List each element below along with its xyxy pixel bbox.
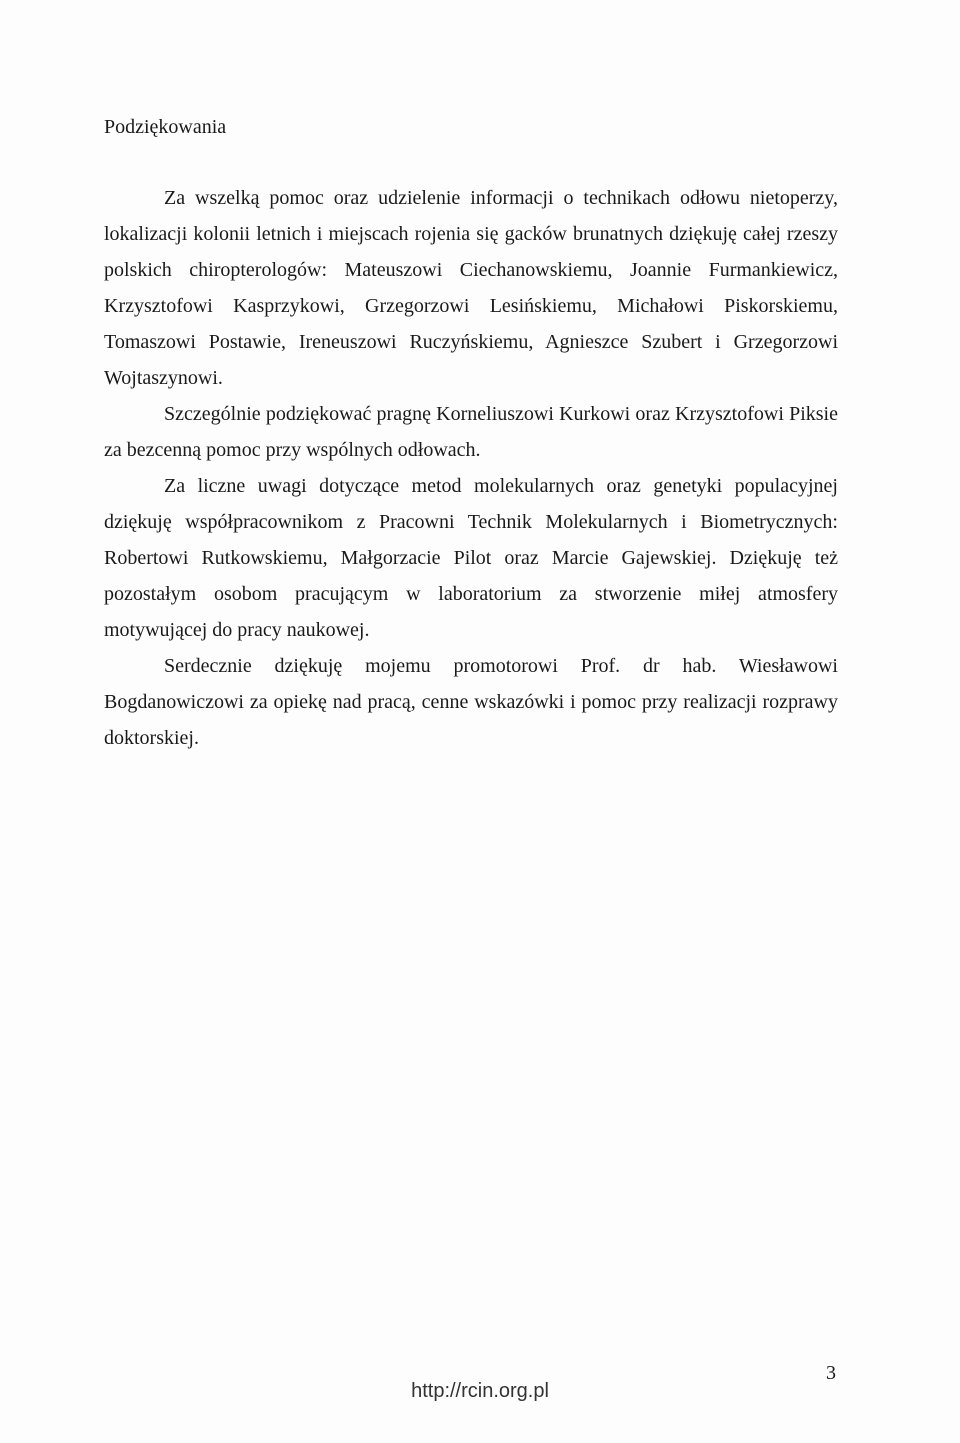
paragraph-1: Za wszelką pomoc oraz udzielenie informacji o technikach odłowu nietoperzy, lokalizacji kolonii letnich i miejscach rojenia się gacków brunatnych dziękuję całej rzeszy polskich chiropterologów: Mateuszowi Ciechanowskiemu, Joannie Furmankiewicz, Krzysztofowi Kasprzykowi, Grzegorzowi Lesińskiemu, Michałowi Piskorskiemu, Tomaszowi Postawie, Ireneuszowi Ruczyńskiemu, Agnieszce Szubert i Grzegorzowi Wojtaszynowi. [104, 187, 838, 389]
footer-url[interactable]: http://rcin.org.pl [411, 1380, 549, 1402]
page-number: 3 [826, 1362, 836, 1384]
paragraph-4: Serdecznie dziękuję mojemu promotorowi Prof. dr hab. Wiesławowi Bogdanowiczowi za opiekę nad pracą, cenne wskazówki i pomoc przy realizacji rozprawy doktorskiej. [104, 655, 838, 749]
acknowledgements-body [104, 180, 838, 756]
page-title: Podziękowania [104, 116, 227, 138]
paragraph-2: Szczególnie podziękować pragnę Korneliuszowi Kurkowi oraz Krzysztofowi Piksie za bezcenną pomoc przy wspólnych odłowach. [104, 403, 838, 461]
paragraph-3: Za liczne uwagi dotyczące metod molekularnych oraz genetyki populacyjnej dziękuję współpracownikom z Pracowni Technik Molekularnych i Biometrycznych: Robertowi Rutkowskiemu, Małgorzacie Pilot oraz Marcie Gajewskiej. Dziękuję też pozostałym osobom pracującym w laboratorium za stworzenie miłej atmosfery motywującej do pracy naukowej. [104, 475, 838, 641]
